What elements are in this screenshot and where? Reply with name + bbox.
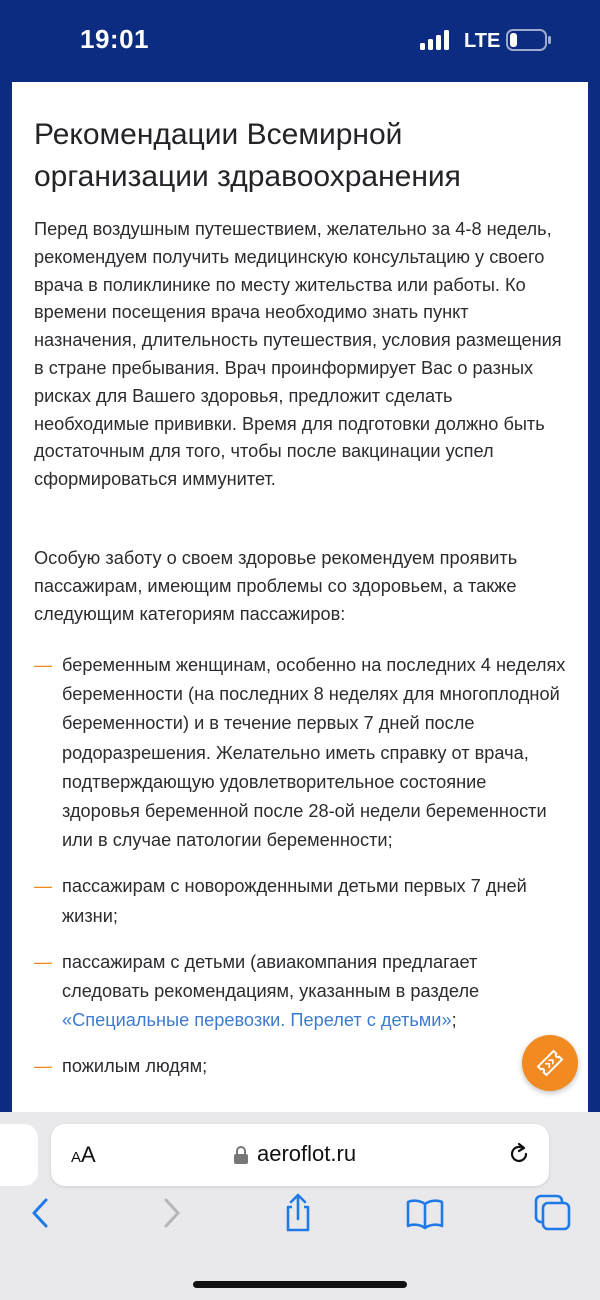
bookmarks-icon	[402, 1190, 448, 1236]
ticket-fab-button[interactable]	[522, 1035, 578, 1091]
list-item-text: пожилым людям;	[62, 1056, 208, 1077]
list-item-text: пассажирам с новорожденными детьми первых 7 дней жизни;	[62, 876, 527, 926]
web-page-content	[12, 82, 588, 1112]
passenger-categories-list	[34, 651, 568, 1099]
status-time: 19:01	[80, 24, 149, 54]
network-label: LTE	[464, 30, 501, 52]
list-bullet: —	[34, 1056, 52, 1077]
list-bullet: —	[34, 655, 52, 675]
status-bar	[0, 0, 600, 82]
list-bullet: —	[34, 951, 52, 972]
signal-icon	[420, 30, 452, 50]
previous-tab-bar[interactable]	[0, 1124, 38, 1186]
battery-icon	[506, 29, 552, 51]
address-bar[interactable]	[51, 1124, 549, 1186]
ticket-icon	[535, 1048, 565, 1078]
list-item-text: беременным женщинам, особенно на последних 4 неделях беременности (на последних 8 неделях для многоплодной беременности) и в течение первых 7 дней после родоразрешения. Желательно иметь справку от врача, подтверждающую удовлетворительное состояние здоровья беременной после 28-ой недели беременности или в случае патологии беременности;	[62, 655, 566, 851]
special-transport-link[interactable]: «Специальные перевозки. Перелет с детьми»	[62, 1010, 452, 1031]
url-display[interactable]: aeroflot.ru	[257, 1141, 357, 1166]
home-indicator[interactable]	[193, 1281, 407, 1288]
list-item	[34, 651, 568, 855]
tabs-button[interactable]	[530, 1190, 576, 1236]
text-size-button[interactable]: AA	[71, 1142, 96, 1167]
lock-icon	[233, 1145, 249, 1165]
list-item	[34, 1052, 568, 1081]
intro-paragraph: Перед воздушным путешествием, желательно за 4-8 недель, рекомендуем получить медицинскую консультацию у своего врача в поликлинике по месту жительства или работы. Ко времени посещения врача необходимо знать пункт назначения, длительность путешествия, условия размещения в стране пребывания. Врач проинформирует Вас о разных рисках для Вашего здоровья, предложит сделать необходимые прививки. Время для подготовки должно быть достаточным для того, чтобы после вакцинации успел сформироваться иммунитет.	[34, 219, 562, 490]
share-button[interactable]	[275, 1190, 321, 1236]
back-icon	[18, 1190, 64, 1236]
risk-groups-paragraph: Особую заботу о своем здоровье рекомендуем проявить пассажирам, имеющим проблемы со здоровьем, а также следующим категориям пассажиров:	[34, 548, 518, 624]
list-bullet: —	[34, 876, 52, 897]
share-icon	[275, 1190, 321, 1236]
tabs-icon	[530, 1190, 576, 1236]
list-item	[34, 872, 568, 930]
forward-icon	[148, 1190, 194, 1236]
list-item-text: пассажирам с детьми (авиакомпания предлагает следовать рекомендациям, указанным в разделе	[62, 951, 480, 1002]
forward-button[interactable]	[148, 1190, 194, 1236]
back-button[interactable]	[18, 1190, 64, 1236]
list-item	[34, 948, 568, 1036]
bookmarks-button[interactable]	[402, 1190, 448, 1236]
list-item-text-end: ;	[451, 1010, 457, 1031]
reload-icon[interactable]	[506, 1141, 532, 1167]
page-heading: Рекомендации Всемирной организации здравоохранения	[34, 118, 461, 193]
